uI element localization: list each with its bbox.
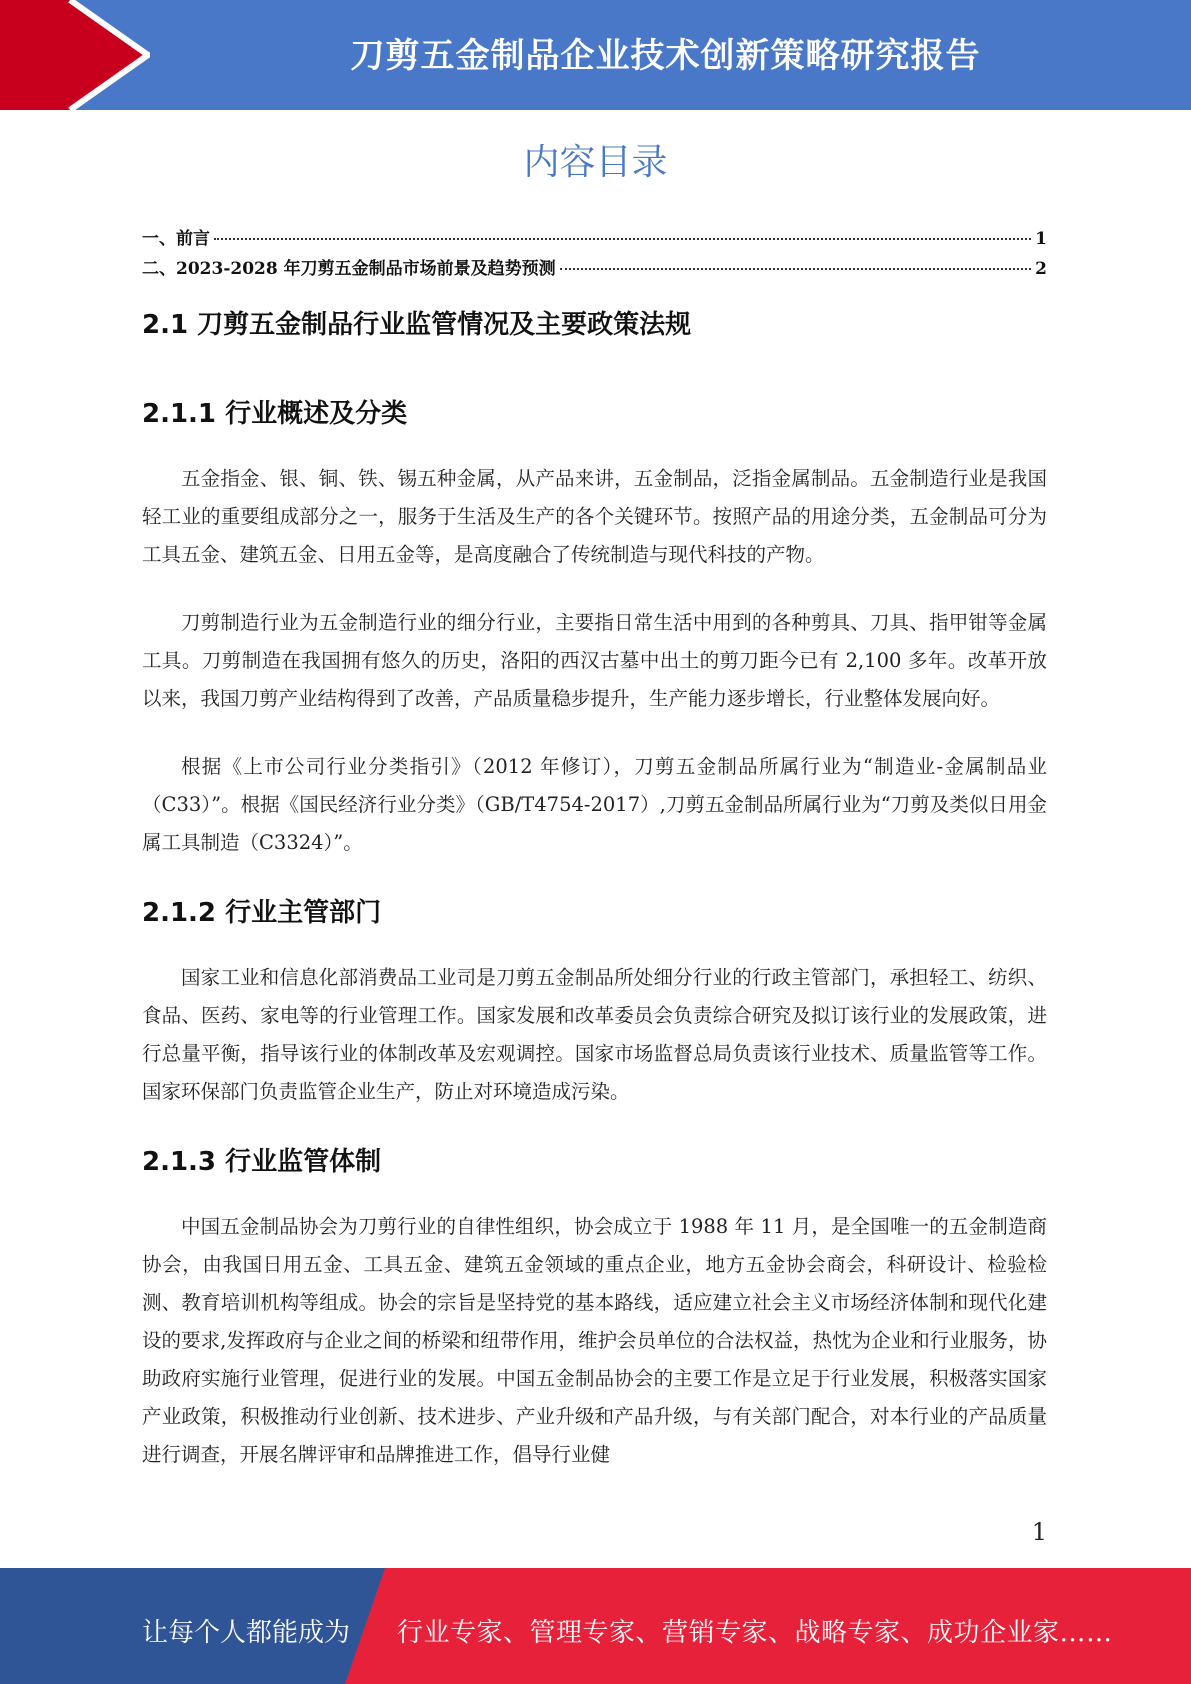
toc-item-label: 一、前言 — [142, 229, 210, 249]
page-number: 1 — [1031, 1518, 1047, 1546]
header-red-chevron — [0, 0, 150, 110]
toc-item-label: 二、2023-2028 年刀剪五金制品市场前景及趋势预测 — [142, 259, 556, 279]
paragraph: 五金指金、银、铜、铁、锡五种金属，从产品来讲，五金制品，泛指金属制品。五金制造行业是我国轻工业的重要组成部分之一，服务于生活及生产的各个关键环节。按照产品的用途分类，五金制品可分为工具五金、建筑五金、日用五金等，是高度融合了传统制造与现代科技的产物。 — [142, 467, 1047, 566]
paragraph: 刀剪制造行业为五金制造行业的细分行业，主要指日常生活中用到的各种剪具、刀具、指甲钳等金属工具。刀剪制造在我国拥有悠久的历史，洛阳的西汉古墓中出土的剪刀距今已有 2,100 多年。改革开放以来，我国刀剪产业结构得到了改善，产品质量稳步提升，生产能力逐步增长，行业整体发展向好。 — [142, 611, 1047, 710]
section-heading-2-1-2: 2.1.2 行业主管部门 — [142, 898, 382, 928]
toc-item[interactable] — [142, 254, 1047, 284]
toc-item-page: 2 — [1035, 259, 1047, 279]
section-heading-2-1: 2.1 刀剪五金制品行业监管情况及主要政策法规 — [142, 310, 692, 340]
paragraph: 中国五金制品协会为刀剪行业的自律性组织，协会成立于 1988 年 11 月，是全国唯一的五金制造商协会，由我国日用五金、工具五金、建筑五金领域的重点企业，地方五金协会商会，科研设计、检验检测、教育培训机构等组成。协会的宗旨是坚持党的基本路线，适应建立社会主义市场经济体制和现代化建设的要求,发挥政府与企业之间的桥梁和纽带作用，维护会员单位的合法权益，热忱为企业和行业服务，协助政府实施行业管理，促进行业的发展。中国五金制品协会的主要工作是立足于行业发展，积极落实国家产业政策，积极推动行业创新、技术进步、产业升级和产品升级，与有关部门配合，对本行业的产品质量进行调查，开展名牌评审和品牌推进工作，倡导行业健 — [142, 1215, 1047, 1466]
document-body — [142, 296, 1047, 1474]
toc-item-page: 1 — [1035, 229, 1047, 249]
toc-leader-dots — [214, 238, 1031, 240]
paragraph: 国家工业和信息化部消费品工业司是刀剪五金制品所处细分行业的行政主管部门，承担轻工、纺织、食品、医药、家电等的行业管理工作。国家发展和改革委员会负责综合研究及拟订该行业的发展政策，进行总量平衡，指导该行业的体制改革及宏观调控。国家市场监督总局负责该行业技术、质量监管等工作。国家环保部门负责监管企业生产，防止对环境造成污染。 — [142, 966, 1047, 1103]
section-heading-2-1-3: 2.1.3 行业监管体制 — [142, 1147, 382, 1177]
paragraph: 根据《上市公司行业分类指引》（2012 年修订），刀剪五金制品所属行业为“制造业-金属制品业（C33）”。根据《国民经济行业分类》（GB/T4754-2017）,刀剪五金制品所属行业为“刀剪及类似日用金属工具制造（C3324）”。 — [142, 755, 1047, 854]
report-title: 刀剪五金制品企业技术创新策略研究报告 — [350, 36, 981, 76]
footer-banner — [0, 1568, 1191, 1684]
toc-leader-dots — [560, 268, 1032, 270]
table-of-contents — [142, 224, 1047, 284]
footer-slogan-left: 让每个人都能成为 — [142, 1618, 351, 1648]
toc-item[interactable] — [142, 224, 1047, 254]
section-heading-2-1-1: 2.1.1 行业概述及分类 — [142, 399, 408, 429]
toc-title: 内容目录 — [523, 142, 668, 183]
footer-slogan-right: 行业专家、管理专家、营销专家、战略专家、成功企业家…… — [397, 1618, 1113, 1648]
